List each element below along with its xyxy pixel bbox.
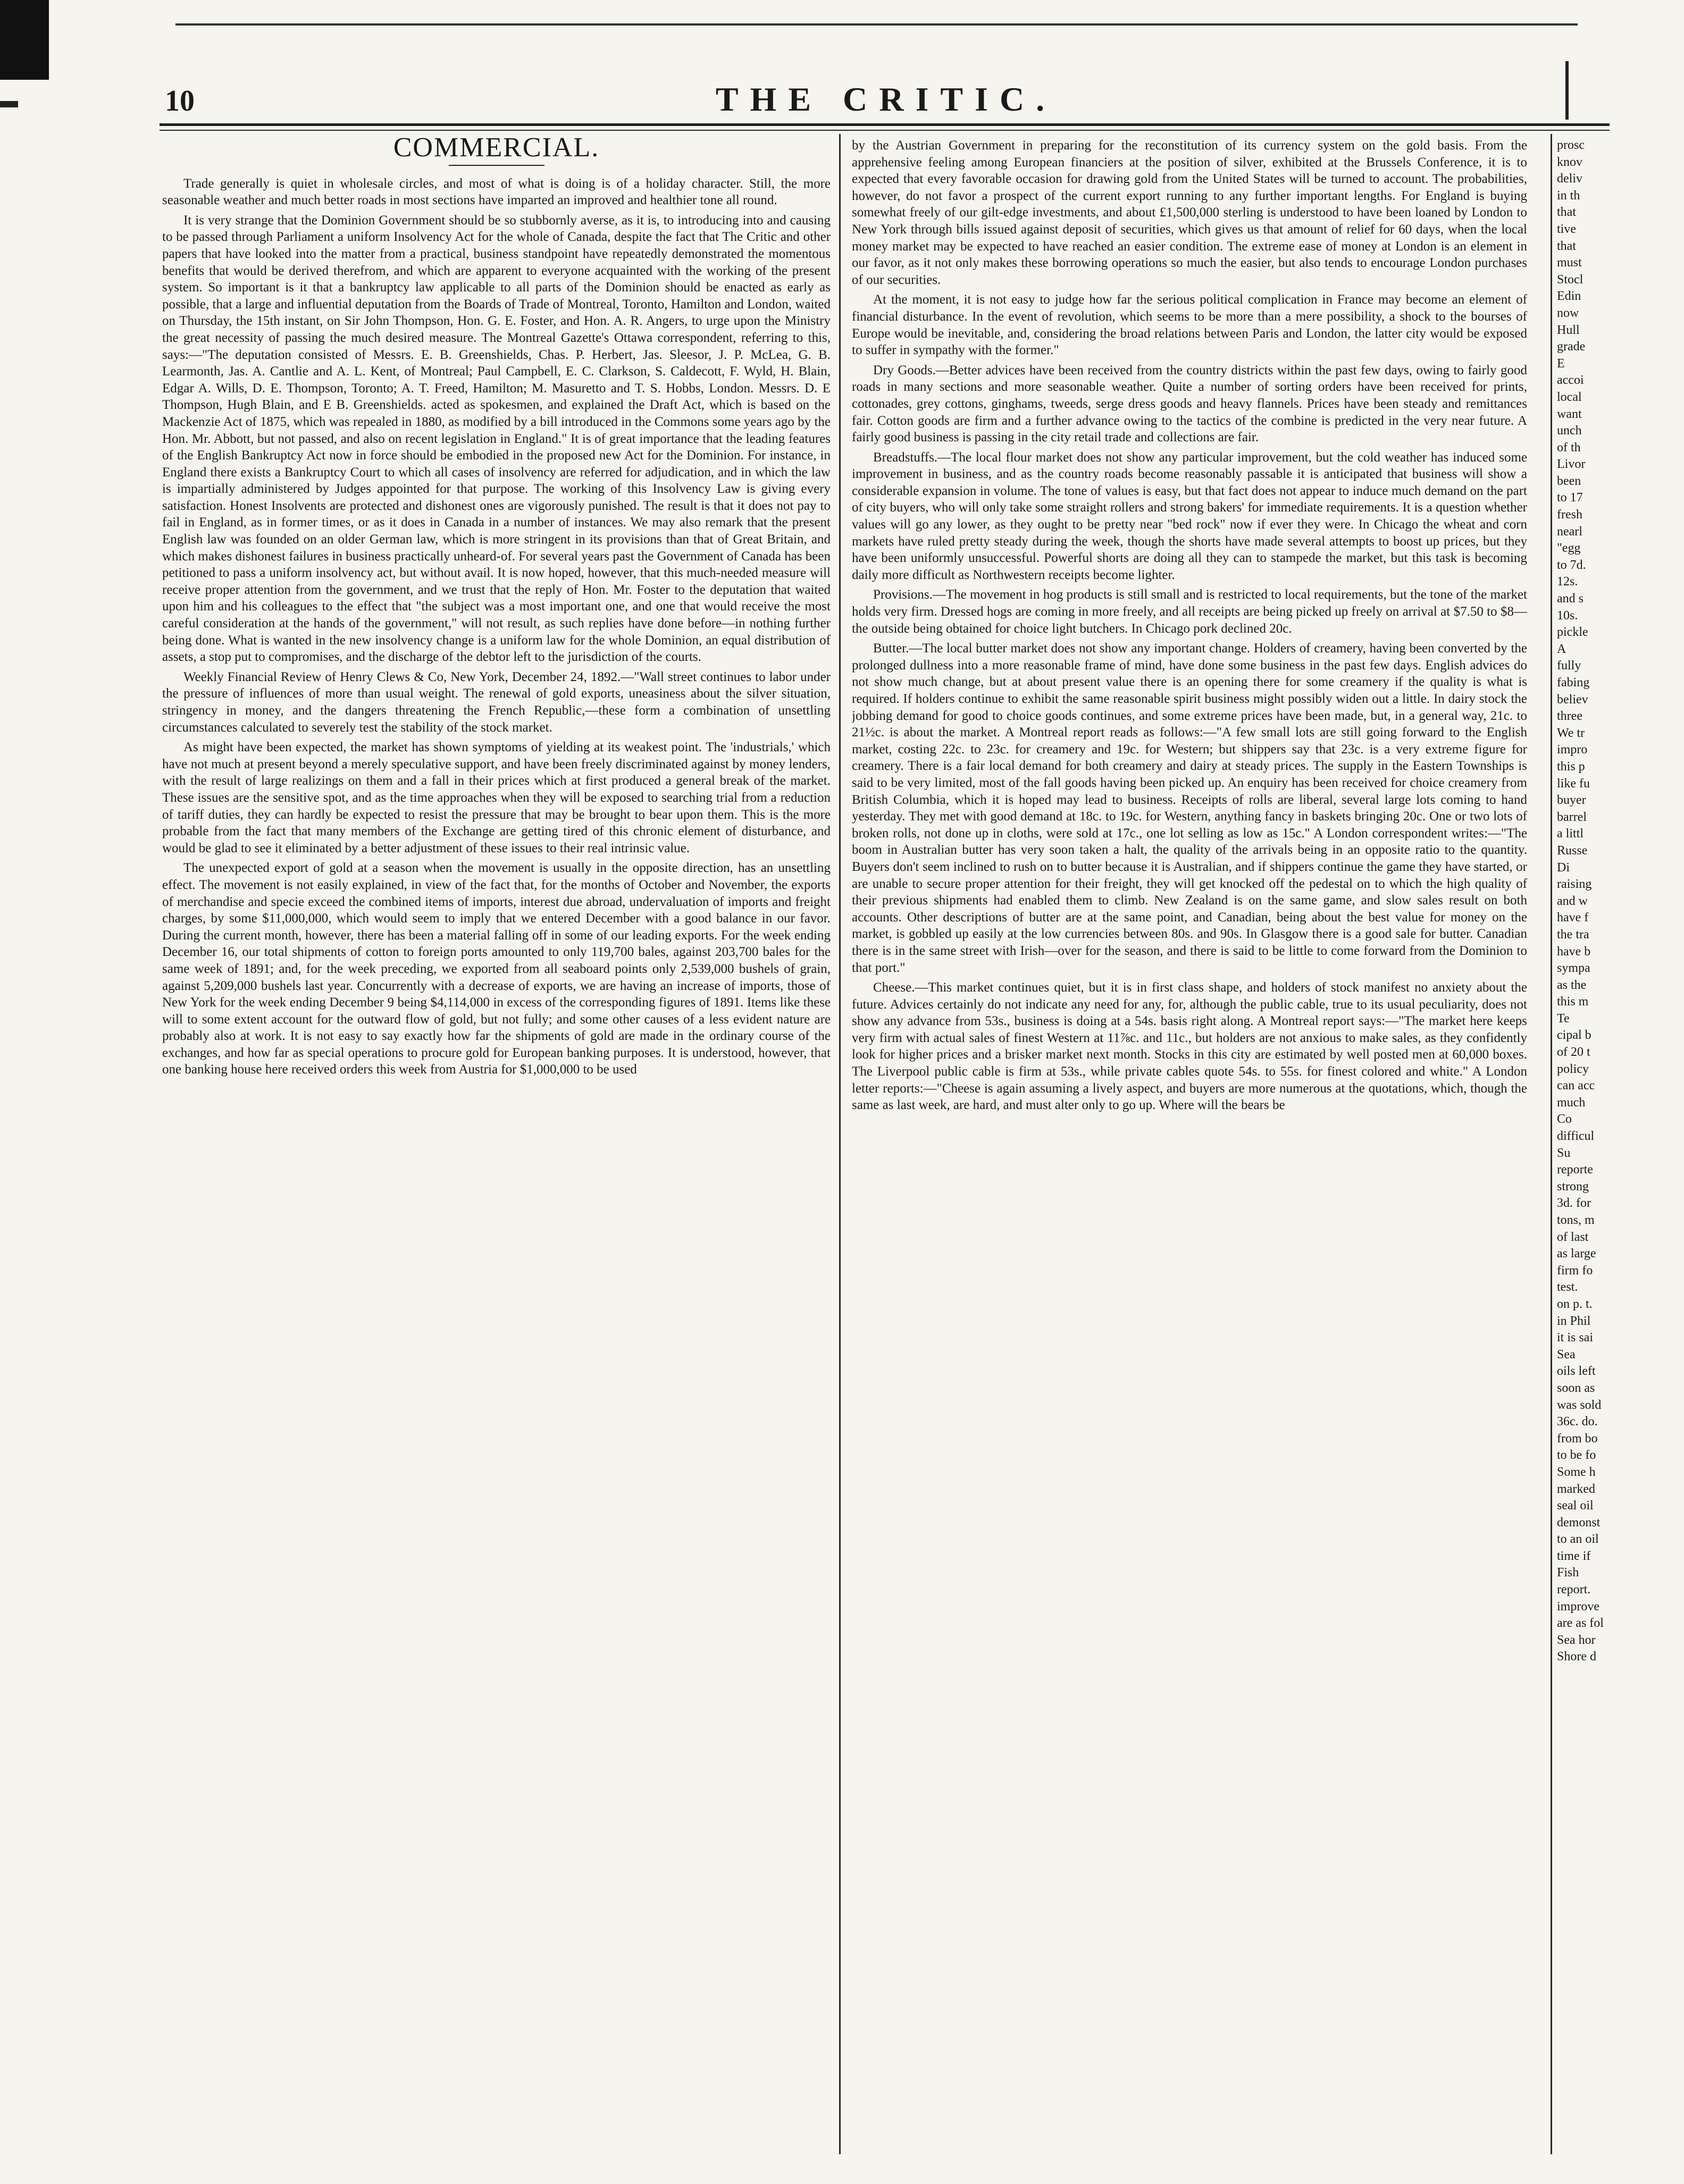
fragment-line: buyer (1557, 793, 1586, 808)
top-rule (175, 23, 1578, 26)
fragment-line: Russe (1557, 843, 1588, 858)
fragment-line: Livor (1557, 457, 1586, 472)
fragment-line: Sea hor (1557, 1633, 1596, 1647)
fragment-line: Hull (1557, 323, 1580, 337)
fragment-line: like fu (1557, 776, 1590, 791)
fragment-line: accoi (1557, 373, 1584, 388)
paragraph-industrials: As might have been expected, the market has shown symptoms of yielding at its weakest point. The 'industrials,' which have not much at present beyond a merely speculative support, and have been freely discriminated against by money lenders, with the result of large realizings on them and a fall in their prices which at first produced a general break of the market. These issues are the sensitive spot, and as the time approaches when they will be exposed to searching trial from a reduction of tariff duties, they can hardly be expected to resist the pressure that may be brought to bear upon them. This is the more probable from the fact that many members of the Exchange are getting tired of this chronic element of disturbance, and would be glad to see it eliminated by a better adjustment of these issues to their real intrinsic value. (162, 740, 831, 855)
fragment-line: Di (1557, 860, 1570, 875)
fragment-line: Stocl (1557, 272, 1584, 287)
fragment-line: as large (1557, 1247, 1596, 1261)
fragment-line: this m (1557, 995, 1589, 1009)
fragment-line: Edin (1557, 289, 1581, 304)
fragment-line: fresh (1557, 508, 1582, 522)
fragment-line: test. (1557, 1280, 1578, 1295)
fragment-line: believ (1557, 692, 1588, 707)
fragment-line: in Phil (1557, 1314, 1591, 1328)
fragment-line: fabing (1557, 676, 1590, 690)
fragment-line: improve (1557, 1599, 1599, 1614)
fragment-line: want (1557, 407, 1582, 421)
fragment-line: can acc (1557, 1079, 1595, 1093)
fragment-line: prosc (1557, 138, 1585, 152)
paragraph-trade-quiet: Trade generally is quiet in wholesale circles, and most of what is doing is of a holiday character. Still, the more seasonable weather and much better roads in most sections have imparted an improved and healthier tone all round. (162, 176, 831, 208)
fragment-line: Su (1557, 1146, 1571, 1160)
paragraph-austrian-gold: by the Austrian Government in preparing for the reconstitution of its currency system on the gold basis. From the apprehensive feeling among European financiers at the position of silver, exhibited at the Brussels Conference, it is to expected that every favorable occasion for drawing gold from the United States will be turned to account. The probabilities, however, do not favor a prospect of the current export running to any further important lengths. For England is buying somewhat freely of our gilt-edge investments, and about £1,500,000 sterling is understood to have been loaned by London to New York through bills issued against deposit of securities, which gives us that amount of relief for 60 days, when the local money market may be expected to have reached an easier condition. The extreme ease of money at London is an element in our favor, as it not only makes these borrowing operations so much the easier, but also tends to encourage London purchases of our securities. (852, 138, 1527, 287)
fragment-line: nearl (1557, 524, 1582, 539)
fragment-line: tons, m (1557, 1213, 1595, 1227)
fragment-line: soon as (1557, 1381, 1595, 1395)
fragment-line: Fish (1557, 1566, 1579, 1580)
fragment-line: the tra (1557, 927, 1589, 942)
fragment-line: 36c. do. (1557, 1415, 1598, 1429)
paragraph-cheese: Cheese.—This market continues quiet, but it is in first class shape, and holders of stock manifest no anxiety about the future. Advices certainly do not indicate any need for any, for, although the public cable, true to its usual peculiarity, does not show any advance from 53s., business is doing at a 54s. basis right along. A Montreal report says:—"The market here keeps very firm with actual sales of finest Western at 11⅞c. and 11c., but holders are not anxious to make sales, as they confidently look for higher prices and a brisker market next month. Stocks in this city are estimated by well posted men at 60,000 boxes. The Liverpool public cable is firm at 53s., while private cables quote 54s. to 55s. for finest colored and white." A London letter reports:—"Cheese is again assuming a lively aspect, and buyers are more numerous at the quotations, which, though the same as last week, are hard, and must alter only to go up. Where will the bears be (852, 980, 1527, 1113)
right-column (852, 137, 1527, 2152)
fragment-line: to 7d. (1557, 558, 1586, 572)
header-rule-thick (160, 123, 1610, 126)
fragment-line: sympa (1557, 961, 1590, 976)
fragment-line: barrel (1557, 810, 1587, 824)
paragraph-dry-goods: Dry Goods.—Better advices have been received from the country districts within the past few days, owing to fairly good roads in many sections and more seasonable weather. Quite a number of sorting orders have been received for prints, cottonades, grey cottons, ginghams, tweeds, serge dress goods and heavy flannels. Prices have been steady and remittances fair. Cotton goods are firm and a further advance owing to the tactics of the combine is predicted in the very near future. A fairly good business is passing in the city retail trade and collections are fair. (852, 363, 1527, 445)
paragraph-clews-review: Weekly Financial Review of Henry Clews & Co, New York, December 24, 1892.—"Wall street continues to labor under the pressure of influences of more than usual weight. The renewal of gold exports, uneasiness about the silver situation, stringency in money, and the dangers threatening the French Republic,—these form a combination of unsettling circumstances calculated to severely test the stability of the stock market. (162, 669, 831, 735)
fragment-line: unch (1557, 424, 1582, 438)
fragment-line: report. (1557, 1583, 1591, 1597)
page-number: 10 (165, 85, 195, 117)
fragment-line: was sold (1557, 1398, 1602, 1412)
fragment-line: reporte (1557, 1163, 1593, 1177)
fragment-line: much (1557, 1095, 1586, 1110)
fragment-line: 12s. (1557, 575, 1578, 589)
page-header (165, 80, 1607, 122)
fragment-line: policy (1557, 1062, 1589, 1076)
fragment-line: grade (1557, 340, 1586, 354)
fragment-line: demonst (1557, 1515, 1601, 1530)
fragment-line: raising (1557, 877, 1592, 892)
fragment-line: must (1557, 256, 1582, 270)
fragment-line: tive (1557, 222, 1576, 236)
fragment-line: impro (1557, 743, 1588, 757)
fragment-line: have b (1557, 944, 1591, 959)
header-rule-thin (160, 130, 1610, 131)
fragment-line: Sea (1557, 1347, 1576, 1362)
fragment-line: have f (1557, 911, 1589, 925)
paragraph-insolvency-act: It is very strange that the Dominion Government should be so stubbornly averse, as it is, to introducing into and causing to be passed through Parliament a uniform Insolvency Act for the whole of Canada, despite the fact that The Critic and other papers that have looked into the matter from a practical, business standpoint have repeatedly demonstrated the momentous benefits that would be derived therefrom, and which are apparent to everyone acquainted with the working of the present system. So important is it that a bankruptcy law applicable to all parts of the Dominion should be enacted as early as possible, that a large and influential deputation from the Boards of Trade of Montreal, Toronto, Hamilton and London, waited on Thursday, the 15th instant, on Sir John Thompson, Hon. G. E. Foster, and Hon. A. R. Angers, to urge upon the Ministry the great necessity of passing the much desired measure. The Montreal Gazette's Ottawa correspondent, referring to this, says:—"The deputation consisted of Messrs. E. B. Greenshields, Chas. P. Herbert, Jas. Sleesor, J. P. McLea, G. B. Learmonth, Jas. A. Cantlie and A. L. Kent, of Montreal; Paul Campbell, E. C. Clarkson, S. Caldecott, F. Wyld, H. Blain, Edgar A. Wills, D. E. Thompson, Toronto; A. T. Freed, Hamilton; M. Masuretto and T. S. Hobbs, London. Messrs. D. E Thompson, Hugh Blain, and E B. Greenshields. acted as spokesmen, and explained the Draft Act, which is based on the Mackenzie Act of 1875, which was repealed in 1880, as modified by a bill introduced in the Commons some years ago by the Hon. Mr. Abbott, but not passed, and also on recent legislation in England." It is of great importance that the leading features of the English Bankruptcy Act now in force should be embodied in the proposed new Act for the Dominion. For instance, in England there exists a Bankruptcy Court to which all cases of insolvency are referred for adjudication, and in which the law is impartially administered by Judges appointed for that purpose. The working of this Insolvency Law is giving every satisfaction. Honest Insolvents are protected and dishonest ones are vigorously punished. The result is that it does not pay to fail in England, as in former times, or as it does in Canada in a number of instances. We may also remark that the present English law was founded on an older German law, which is more stringent in its provisions than that of Great Britain, and which makes dishonest failures in business practically unheard-of. For several years past the Government of Canada has been petitioned to pass a uniform insolvency act, but without avail. It is now hoped, however, that this much-needed measure will receive proper attention from the government, and we trust that the reply of Hon. Mr. Foster to the deputation that waited upon him and his colleagues to the effect that "the subject was a most important one, and one that would receive the most careful consideration at the hands of the government," will not result, as such replies have done before—in nothing further being done. What is wanted in the new insolvency change is a uniform law for the whole Dominion, an equal distribution of assets, a stop put to compromises, and the discharge of the debtor left to the jurisdiction of the courts. (162, 213, 831, 665)
fragment-line: three (1557, 709, 1582, 724)
fragment-line: of th (1557, 440, 1581, 455)
fragment-line: in th (1557, 188, 1580, 203)
fragment-line: as the (1557, 978, 1587, 992)
fragment-line: it is sai (1557, 1331, 1594, 1345)
fragment-line: now (1557, 306, 1579, 320)
paragraph-gold-export: The unexpected export of gold at a season when the movement is usually in the opposite direction, has an unsettling effect. The movement is not easily explained, in view of the fact that, for the months of October and November, the exports of merchandise and specie exceed the combined items of imports, interest due abroad, undervaluation of imports and freight charges, by some $11,000,000, which would seem to imply that we entered December with a good balance in our favor. During the current month, however, there has been a material falling off in some of our leading exports. For the week ending December 16, our total shipments of cotton to foreign ports amounted to only 119,700 bales, against 203,700 bales for the same week of 1891; and, for the week preceding, we exported from all seaboard points only 2,539,000 bushels of grain, against 5,209,000 bushels last year. Concurrently with a decrease of exports, we are having an increase of imports, those of New York for the week ending December 9 being $4,114,000 in excess of the corresponding figures of 1891. Items like these will to some extent account for the outward flow of gold, but not fully; and some other causes of a less evident nature are probably also at work. It is not easy to say exactly how far the shipments of gold are made in the ordinary course of the exchanges, and how far as special operations to procure gold for European banking purposes. It is understood, however, that one banking house here received orders this week from Austria for $1,000,000 to be used (162, 861, 831, 1077)
fragment-line: seal oil (1557, 1499, 1594, 1513)
fragment-line: Te (1557, 1011, 1570, 1026)
scan-edge-mark (0, 0, 49, 80)
fragment-line: 3d. for (1557, 1196, 1591, 1211)
fragment-line: of 20 t (1557, 1045, 1590, 1060)
fragment-line: on p. t. (1557, 1297, 1593, 1311)
fragment-line: to be fo (1557, 1448, 1596, 1463)
fragment-line: pickle (1557, 625, 1588, 640)
fragment-line: been (1557, 474, 1581, 488)
fragment-line: to an oil (1557, 1532, 1599, 1547)
fragment-line: to 17 (1557, 491, 1583, 505)
next-column-fragment (1557, 137, 1684, 2152)
left-column (162, 137, 831, 2152)
fragment-line: that (1557, 205, 1576, 220)
masthead: THE CRITIC. (715, 80, 1057, 118)
fragment-line: Some h (1557, 1465, 1596, 1479)
fragment-line: time if (1557, 1549, 1591, 1563)
paragraph-france-complication: At the moment, it is not easy to judge how far the serious political complication in France may become an element of financial disturbance. In the event of revolution, which seems to be more than a mere possibility, a shock to the bourses of Europe would be inevitable, and, considering the broad relations between Paris and London, the latter city would be exposed to suffer in sympathy with the former." (852, 292, 1527, 358)
fragment-line: E (1557, 356, 1565, 371)
column-divider (839, 134, 841, 2154)
fragment-line: 10s. (1557, 608, 1578, 623)
fragment-line: cipal b (1557, 1028, 1591, 1043)
fragment-line: Shore d (1557, 1650, 1596, 1664)
fragment-line: of last (1557, 1230, 1589, 1244)
fragment-line: marked (1557, 1482, 1595, 1496)
fragment-line: that (1557, 239, 1576, 253)
fragment-line: fully (1557, 659, 1581, 673)
paragraph-butter: Butter.—The local butter market does not show any important change. Holders of creamery, having been converted by the prolonged dullness into a more reasonable frame of mind, have done some business in the past few days. English advices do not show much change, but at about present value there is an opening there for some creamery if the quality is what is required. If holders continue to exhibit the same reasonable spirit business might possibly widen out a little. In dairy stock the jobbing demand for good to choice goods continues, and some extreme prices have been made, but, in a general way, 21c. to 21½c. is about the market. A Montreal report reads as follows:—"A few small lots are still going forward to the English market, costing 22c. to 23c. for creamery and 19c. for Western; but shippers say that 23c. is a very extreme figure for creamery. There is a fair local demand for both creamery and dairy at steady prices. The supply in the Eastern Townships is said to be very limited, most of the fall goods having been picked up. An enquiry has been received for choice creamery from British Columbia, which it is hoped may lead to business. Receipts of rolls are liberal, several large lots coming to hand yesterday. They met with good demand at 18c. to 19c. for Western, anything fancy in baskets bringing 20c. One or two lots of broken rolls, not done up in cloths, were sold at 17c., one lot selling as low as 15c." A London correspondent writes:—"The boom in Australian butter has very soon taken a halt, the quality of the arrivals being in an opposite ratio to the quantity. Buyers don't seem inclined to rush on to butter because it is Australian, and if shippers continue the game they have started, or are unable to secure proper attention for their freight, they will get knocked off the pedestal on to which the high quality of their previous shipments had enabled them to climb. New Zealand is on the same game, and slow sales result on both accounts. Other descriptions of butter are at the same point, and Canadian, being about the best value for money on the market, is gobbled up easily at the low currencies between 80s. and 90s. In Glasgow there is a good sale for butter. Canadian there is in the same street with Irish—over for the season, and there is said to be little to come forward from the Dominion to that port." (852, 641, 1527, 975)
fragment-line: deliv (1557, 172, 1582, 186)
section-title-rule (449, 165, 544, 166)
fragment-line: and s (1557, 592, 1584, 606)
fragment-line: oils left (1557, 1364, 1596, 1379)
fragment-line: Co (1557, 1112, 1572, 1127)
fragment-line: a littl (1557, 827, 1584, 841)
fragment-line: We tr (1557, 726, 1585, 740)
paragraph-provisions: Provisions.—The movement in hog products is still small and is restricted to local requirements, but the tone of the market holds very firm. Dressed hogs are coming in more freely, and all receipts are being picked up freely on arrival at $7.50 to $8—the outside being obtained for choice light butchers. In Chicago pork declined 20c. (852, 587, 1527, 636)
fragment-line: local (1557, 390, 1582, 404)
fragment-line: are as fol (1557, 1616, 1604, 1631)
fragment-line: from bo (1557, 1431, 1598, 1446)
fragment-line: this p (1557, 759, 1585, 774)
fragment-line: firm fo (1557, 1263, 1593, 1278)
scan-edge-tick (0, 101, 18, 107)
fragment-line: and w (1557, 894, 1588, 908)
fragment-line: strong (1557, 1179, 1589, 1194)
fragment-line: knov (1557, 155, 1582, 169)
fragment-line: A (1557, 642, 1566, 656)
section-title: COMMERCIAL. (393, 137, 600, 163)
column-divider-right (1551, 134, 1552, 2154)
fragment-line: "egg (1557, 541, 1581, 556)
paragraph-breadstuffs: Breadstuffs.—The local flour market does not show any particular improvement, but the cold weather has induced some improvement in business, and as the country roads become reasonably passable it is anticipated that business will show a considerable expansion in volume. The tone of values is easy, but that fact does not appear to induce much demand on the part of city buyers, who will only take some straight rollers and strong bakers' for immediate requirements. It is a question whether values will go any lower, as they ought to be pretty near "bed rock" now if ever they were. In Chicago the wheat and corn markets have ruled pretty steady during the week, though the shorts have made several attempts to boost up prices, but they have been uniformly unsuccessful. Powerful shorts are doing all they can to stampede the market, but this task is becoming daily more difficult as Northwestern receipts become lighter. (852, 450, 1527, 582)
fragment-line: difficul (1557, 1129, 1595, 1144)
